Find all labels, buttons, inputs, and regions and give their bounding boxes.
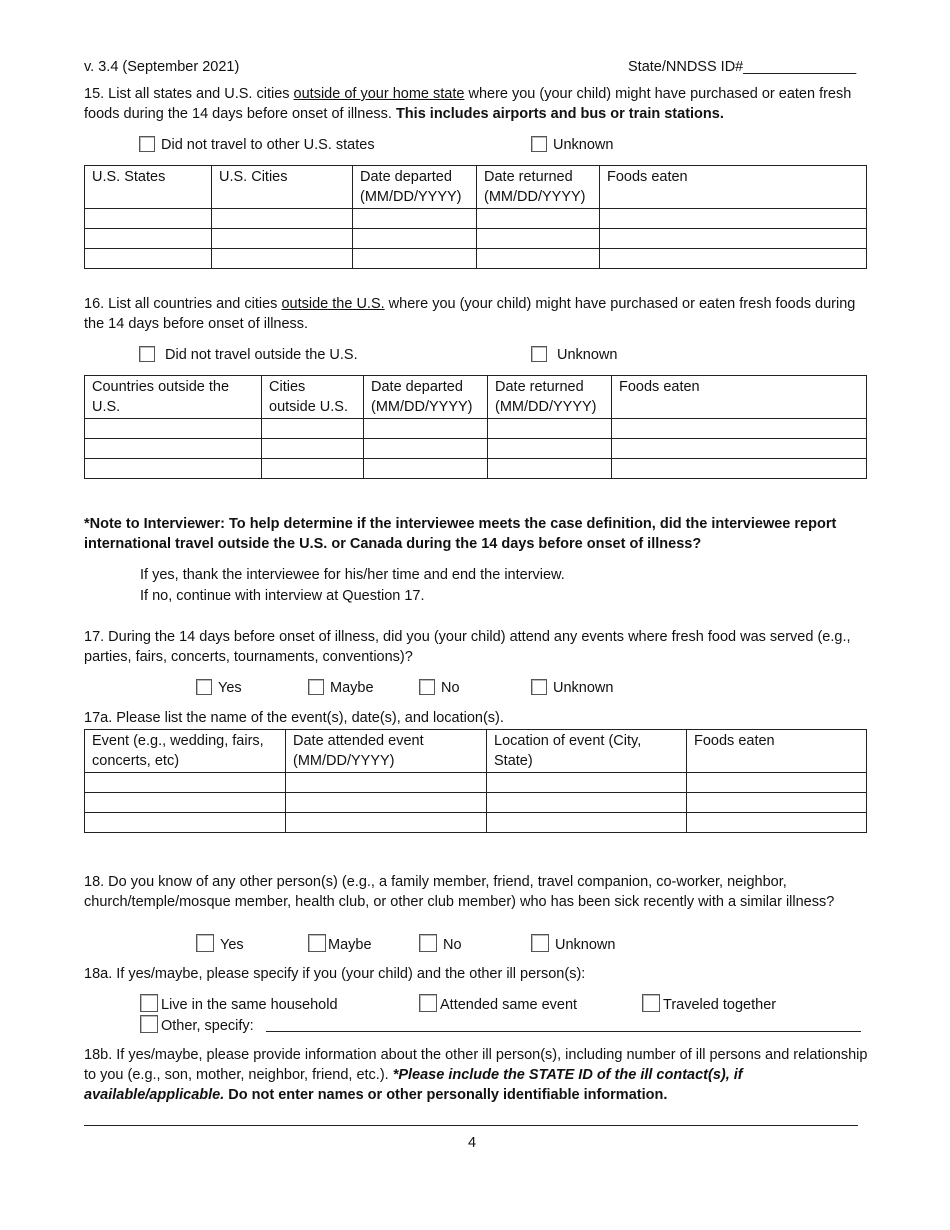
col-date-returned: Date returned (MM/DD/YYYY) bbox=[477, 166, 600, 209]
page-number: 4 bbox=[468, 1135, 477, 1151]
state-id-label: State/NNDSS ID#______________ bbox=[628, 59, 857, 75]
col-location: Location of event (City, State) bbox=[487, 730, 687, 773]
q18a-options bbox=[140, 994, 860, 1014]
q18-unknown-checkbox[interactable] bbox=[531, 934, 549, 952]
q18a-other-option[interactable]: Other, specify: bbox=[140, 1015, 254, 1036]
table-row bbox=[85, 459, 867, 479]
q15-options bbox=[139, 135, 839, 155]
q16-unknown-option[interactable]: Unknown bbox=[531, 345, 617, 365]
note-if-yes: If yes, thank the interviewee for his/her time and end the interview. bbox=[140, 567, 565, 583]
q16-options bbox=[139, 345, 839, 365]
q15-text: 15. List all states and U.S. cities outside of your home state where you (your child) might have purchased or eaten fresh foods during the 14 days before onset of illness. This includes airports and bus or train stations. bbox=[84, 86, 852, 122]
q17-yes-option[interactable]: Yes bbox=[196, 678, 242, 698]
q17-yes-checkbox[interactable] bbox=[196, 679, 212, 695]
col-us-states: U.S. States bbox=[85, 166, 212, 209]
q18-maybe-checkbox[interactable] bbox=[308, 934, 326, 952]
col-date-departed: Date departed (MM/DD/YYYY) bbox=[353, 166, 477, 209]
q17-unknown-checkbox[interactable] bbox=[531, 679, 547, 695]
table-header-row bbox=[85, 376, 867, 419]
q18a-same-event-option[interactable]: Attended same event bbox=[419, 994, 577, 1015]
q18a-other-row bbox=[140, 1015, 862, 1035]
col-date-returned: Date returned (MM/DD/YYYY) bbox=[488, 376, 612, 419]
q18a-same-event-checkbox[interactable] bbox=[419, 994, 437, 1012]
q18-no-option[interactable]: No bbox=[419, 934, 462, 955]
q18a-text: 18a. If yes/maybe, please specify if you (your child) and the other ill person(s): bbox=[84, 966, 586, 982]
q18-yes-option[interactable]: Yes bbox=[196, 934, 244, 955]
q17a-text: 17a. Please list the name of the event(s), date(s), and location(s). bbox=[84, 710, 504, 726]
q18-yes-checkbox[interactable] bbox=[196, 934, 214, 952]
col-date-attended: Date attended event (MM/DD/YYYY) bbox=[286, 730, 487, 773]
q17a-table bbox=[84, 729, 867, 833]
table-row bbox=[85, 793, 867, 813]
q15-no-travel-checkbox[interactable] bbox=[139, 136, 155, 152]
q17-options bbox=[196, 678, 836, 698]
q18a-traveled-together-checkbox[interactable] bbox=[642, 994, 660, 1012]
col-us-cities: U.S. Cities bbox=[212, 166, 353, 209]
q18a-traveled-together-option[interactable]: Traveled together bbox=[642, 994, 776, 1015]
q15-table bbox=[84, 165, 867, 269]
q17-no-option[interactable]: No bbox=[419, 678, 460, 698]
table-row bbox=[85, 439, 867, 459]
q18-options bbox=[196, 934, 836, 954]
table-row bbox=[85, 813, 867, 833]
q18a-other-input[interactable] bbox=[266, 1031, 861, 1032]
form-version: v. 3.4 (September 2021) bbox=[84, 59, 240, 75]
col-foods-eaten: Foods eaten bbox=[612, 376, 867, 419]
q18b-answer-line[interactable] bbox=[84, 1125, 858, 1126]
q17-no-checkbox[interactable] bbox=[419, 679, 435, 695]
col-cities: Cities outside U.S. bbox=[262, 376, 364, 419]
q18a-same-household-option[interactable]: Live in the same household bbox=[140, 994, 338, 1015]
q15-no-travel-option[interactable]: Did not travel to other U.S. states bbox=[139, 135, 375, 155]
col-event: Event (e.g., wedding, fairs, concerts, etc) bbox=[85, 730, 286, 773]
table-header-row bbox=[85, 166, 867, 209]
q18a-same-household-checkbox[interactable] bbox=[140, 994, 158, 1012]
q17-unknown-option[interactable]: Unknown bbox=[531, 678, 613, 698]
q17-maybe-checkbox[interactable] bbox=[308, 679, 324, 695]
q16-text: 16. List all countries and cities outside the U.S. where you (your child) might have purchased or eaten fresh foods during the 14 days before onset of illness. bbox=[84, 296, 856, 332]
table-row bbox=[85, 229, 867, 249]
table-row bbox=[85, 773, 867, 793]
col-date-departed: Date departed (MM/DD/YYYY) bbox=[364, 376, 488, 419]
q18-no-checkbox[interactable] bbox=[419, 934, 437, 952]
interviewer-note: *Note to Interviewer: To help determine if the interviewee meets the case definition, did the interviewee report international travel outside the U.S. or Canada during the 14 days before onset of illness? bbox=[84, 516, 837, 552]
q18-text: 18. Do you know of any other person(s) (e.g., a family member, friend, travel companion, co-worker, neighbor, church/temple/mosque member, health club, or other club member) who has been sick recently with a similar illness? bbox=[84, 874, 835, 910]
q16-no-travel-option[interactable]: Did not travel outside the U.S. bbox=[139, 345, 358, 365]
table-row bbox=[85, 419, 867, 439]
table-header-row bbox=[85, 730, 867, 773]
note-if-no: If no, continue with interview at Question 17. bbox=[140, 588, 425, 604]
col-countries: Countries outside the U.S. bbox=[85, 376, 262, 419]
q15-unknown-checkbox[interactable] bbox=[531, 136, 547, 152]
col-foods-eaten: Foods eaten bbox=[600, 166, 867, 209]
q16-no-travel-checkbox[interactable] bbox=[139, 346, 155, 362]
q18a-other-checkbox[interactable] bbox=[140, 1015, 158, 1033]
col-foods-eaten: Foods eaten bbox=[687, 730, 867, 773]
q17-text: 17. During the 14 days before onset of illness, did you (your child) attend any events where fresh food was served (e.g., parties, fairs, concerts, tournaments, conventions)? bbox=[84, 629, 851, 665]
q16-table bbox=[84, 375, 867, 479]
q18b-text: 18b. If yes/maybe, please provide information about the other ill person(s), including number of ill persons and relationship to you (e.g., son, mother, neighbor, friend, etc.). *Please include the STATE ID of the ill contact(s), if available/applicable. Do not enter names or other personally identifiable information. bbox=[84, 1047, 868, 1103]
q16-unknown-checkbox[interactable] bbox=[531, 346, 547, 362]
table-row bbox=[85, 249, 867, 269]
q18-maybe-option[interactable]: Maybe bbox=[308, 934, 372, 955]
table-row bbox=[85, 209, 867, 229]
q17-maybe-option[interactable]: Maybe bbox=[308, 678, 374, 698]
q18-unknown-option[interactable]: Unknown bbox=[531, 934, 615, 955]
q15-unknown-option[interactable]: Unknown bbox=[531, 135, 613, 155]
